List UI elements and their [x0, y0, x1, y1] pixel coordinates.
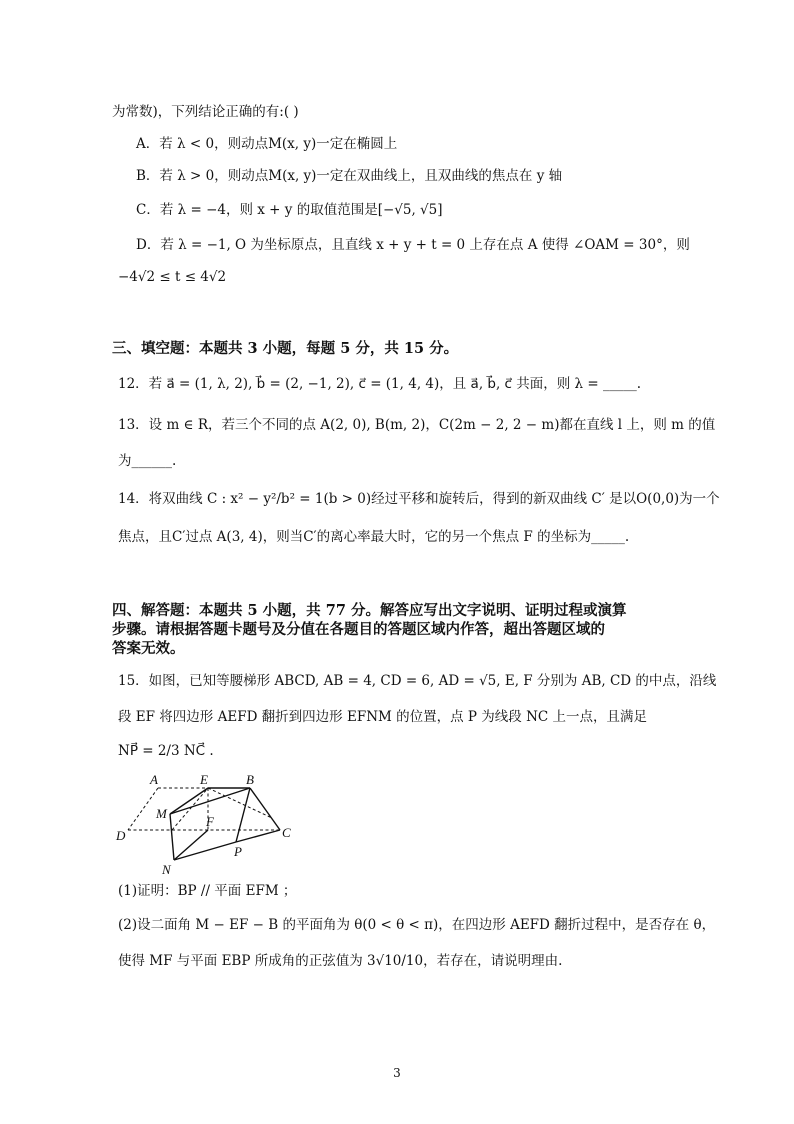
q15-line1: 15．如图，已知等腰梯形 ABCD, AB = 4, CD = 6, AD = √5, E, F 分别为 AB, CD 的中点，沿线 [118, 673, 717, 689]
label-M: M [156, 806, 167, 821]
section4-heading-line3: 答案无效。 [112, 640, 185, 657]
section3-heading: 三、填空题：本题共 3 小题，每题 5 分，共 15 分。 [112, 340, 459, 357]
q15-part2-line2: 使得 MF 与平面 EBP 所成角的正弦值为 3√10/10，若存在，请说明理由. [118, 953, 563, 969]
q11-option-c: C．若 λ = −4，则 x + y 的取值范围是[−√5, √5] [136, 202, 443, 218]
q11-tail: 为常数)，下列结论正确的有:( ) [112, 104, 299, 120]
label-P: P [234, 844, 242, 859]
section4-heading-line2: 步骤。请根据答题卡题号及分值在各题目的答题区域内作答，超出答题区域的 [112, 621, 605, 638]
q11-option-a: A．若 λ < 0，则动点M(x, y)一定在椭圆上 [136, 136, 398, 152]
q11-option-b: B．若 λ > 0，则动点M(x, y)一定在双曲线上，且双曲线的焦点在 y 轴 [136, 168, 563, 184]
q14-line1: 14．将双曲线 C : x² − y²/b² = 1(b > 0)经过平移和旋转后，得到的新双曲线 C′ 是以O(0,0)为一个 [118, 491, 720, 507]
label-B: B [246, 772, 254, 787]
q11-option-d-line2: −4√2 ≤ t ≤ 4√2 [118, 269, 227, 285]
q15-line2: 段 EF 将四边形 AEFD 翻折到四边形 EFNM 的位置，点 P 为线段 NC 上一点，且满足 [118, 709, 648, 725]
folded-trapezoid-figure [112, 770, 302, 880]
q15-part1: (1)证明：BP // 平面 EFM ； [118, 883, 297, 899]
page-number: 3 [393, 1066, 401, 1080]
section4-heading-line1: 四、解答题：本题共 5 小题，共 77 分。解答应写出文字说明、证明过程或演算 [112, 602, 627, 619]
label-F: F [206, 814, 214, 829]
q15-part2-line1: (2)设二面角 M − EF − B 的平面角为 θ(0 < θ < π)，在四边形 AEFD 翻折过程中，是否存在 θ， [118, 917, 716, 933]
label-C: C [282, 825, 291, 840]
label-A: A [150, 772, 158, 787]
label-E: E [200, 772, 208, 787]
label-D: D [116, 828, 126, 843]
q13-line2: 为______. [118, 453, 177, 469]
q13-line1: 13．设 m ∈ R，若三个不同的点 A(2, 0), B(m, 2)，C(2m − 2, 2 − m)都在直线 l 上，则 m 的值 [118, 417, 716, 433]
q11-option-d-line1: D．若 λ = −1, O 为坐标原点，且直线 x + y + t = 0 上存在点 A 使得 ∠OAM = 30°，则 [136, 237, 690, 253]
q14-line2: 焦点，且C′过点 A(3, 4)，则当C′的离心率最大时，它的另一个焦点 F 的坐标为_____. [118, 529, 630, 545]
q15-line3: NP⃗ = 2/3 NC⃗ . [118, 743, 214, 759]
q12: 12．若 a⃗ = (1, λ, 2), b⃗ = (2, −1, 2), c⃗ = (1, 4, 4)，且 a⃗, b⃗, c⃗ 共面，则 λ = _____. [118, 376, 642, 392]
label-N: N [162, 862, 171, 877]
